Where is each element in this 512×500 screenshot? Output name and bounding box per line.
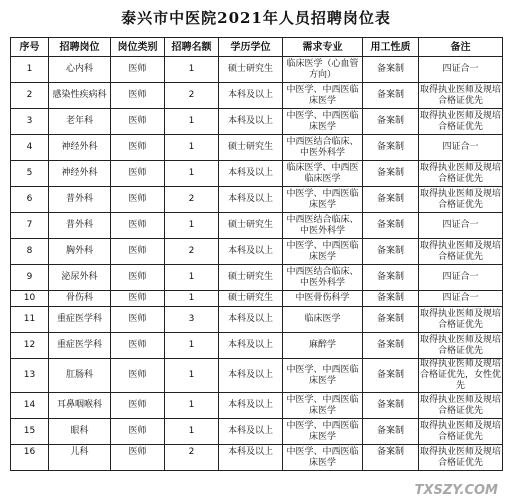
table-row [11,239,503,265]
cell-post: 神经外科 [49,161,111,187]
table-row [11,187,503,213]
cell-quota: 1 [165,109,219,135]
cell-no: 8 [11,239,49,265]
cell-quota: 2 [165,239,219,265]
cell-education: 本科及以上 [219,239,283,265]
cell-no: 2 [11,83,49,109]
cell-note: 取得执业医师及规培合格证优先 [419,419,503,445]
cell-category: 医师 [111,307,165,333]
cell-education: 本科及以上 [219,445,283,471]
cell-nature: 备案制 [363,187,419,213]
cell-major: 中西医结合临床、中医外科学 [283,213,363,239]
cell-no: 13 [11,359,49,393]
cell-post: 感染性疾病科 [49,83,111,109]
recruitment-table [10,37,503,471]
cell-category: 医师 [111,239,165,265]
cell-post: 普外科 [49,213,111,239]
cell-post: 神经外科 [49,135,111,161]
table-row [11,419,503,445]
cell-note: 取得执业医师及规培合格证优先 [419,333,503,359]
cell-education: 本科及以上 [219,359,283,393]
cell-education: 本科及以上 [219,109,283,135]
cell-post: 普外科 [49,187,111,213]
cell-nature: 备案制 [363,239,419,265]
cell-quota: 1 [165,161,219,187]
cell-major: 中西医结合临床、中医外科学 [283,265,363,291]
table-row [11,333,503,359]
cell-note: 取得执业医师及规培合格证优先 [419,161,503,187]
header-quota: 招聘名额 [165,38,219,57]
cell-quota: 1 [165,393,219,419]
cell-education: 本科及以上 [219,393,283,419]
cell-nature: 备案制 [363,419,419,445]
cell-quota: 2 [165,187,219,213]
table-row [11,109,503,135]
table-row [11,307,503,333]
table-header-row [11,38,503,57]
cell-major: 临床医学、中西医临床医学 [283,161,363,187]
cell-no: 15 [11,419,49,445]
cell-education: 本科及以上 [219,333,283,359]
table-row [11,393,503,419]
cell-note: 取得执业医师及规培合格证优先 [419,445,503,471]
cell-no: 3 [11,109,49,135]
cell-major: 中医学、中西医临床医学 [283,359,363,393]
cell-no: 1 [11,57,49,83]
cell-education: 本科及以上 [219,187,283,213]
cell-major: 临床医学（心血管方向） [283,57,363,83]
cell-category: 医师 [111,161,165,187]
cell-post: 泌尿外科 [49,265,111,291]
cell-nature: 备案制 [363,109,419,135]
cell-note: 取得执业医师及规培合格证优先 [419,187,503,213]
cell-quota: 1 [165,359,219,393]
cell-note: 四证合一 [419,135,503,161]
cell-nature: 备案制 [363,57,419,83]
cell-quota: 2 [165,445,219,471]
cell-nature: 备案制 [363,135,419,161]
cell-no: 7 [11,213,49,239]
cell-no: 12 [11,333,49,359]
cell-major: 中医学、中西医临床医学 [283,83,363,109]
cell-quota: 1 [165,135,219,161]
cell-quota: 1 [165,265,219,291]
table-row [11,265,503,291]
table-row [11,213,503,239]
cell-quota: 2 [165,83,219,109]
table-row [11,445,503,471]
cell-post: 老年科 [49,109,111,135]
cell-post: 儿科 [49,445,111,471]
cell-no: 6 [11,187,49,213]
cell-nature: 备案制 [363,333,419,359]
table-body [11,57,503,471]
table-row [11,57,503,83]
cell-no: 11 [11,307,49,333]
cell-note: 取得执业医师及规培合格证优先 [419,393,503,419]
cell-note: 取得执业医师及规培合格证优先，女性优先 [420,359,502,391]
cell-no: 9 [11,265,49,291]
cell-category: 医师 [111,213,165,239]
cell-category: 医师 [111,393,165,419]
header-major: 需求专业 [283,38,363,57]
cell-major: 中医骨伤科学 [283,291,363,307]
cell-post: 胸外科 [49,239,111,265]
cell-category: 医师 [111,109,165,135]
watermark: TXSZY.COM [414,483,498,498]
cell-category: 医师 [111,445,165,471]
table-row [11,161,503,187]
table-row [11,83,503,109]
cell-category: 医师 [111,187,165,213]
cell-nature: 备案制 [363,393,419,419]
cell-nature: 备案制 [363,291,419,307]
cell-education: 本科及以上 [219,419,283,445]
cell-no: 14 [11,393,49,419]
cell-major: 中医学、中西医临床医学 [283,393,363,419]
cell-major: 中医学、中西医临床医学 [283,419,363,445]
header-education: 学历学位 [219,38,283,57]
cell-education: 硕士研究生 [219,213,283,239]
cell-category: 医师 [111,135,165,161]
cell-nature: 备案制 [363,83,419,109]
cell-major: 中医学、中西医临床医学 [283,239,363,265]
cell-major: 临床医学 [283,307,363,333]
page-title: 泰兴市中医院2021年人员招聘岗位表 [121,9,391,27]
cell-nature: 备案制 [363,213,419,239]
cell-nature: 备案制 [363,265,419,291]
cell-category: 医师 [111,83,165,109]
cell-post: 重症医学科 [49,307,111,333]
cell-education: 本科及以上 [219,83,283,109]
cell-note: 四证合一 [419,57,503,83]
cell-major: 中医学、中西医临床医学 [283,445,363,471]
cell-quota: 1 [165,291,219,307]
cell-no: 4 [11,135,49,161]
cell-note: 四证合一 [419,213,503,239]
cell-category: 医师 [111,333,165,359]
cell-education: 硕士研究生 [219,291,283,307]
cell-category: 医师 [111,265,165,291]
cell-education: 硕士研究生 [219,57,283,83]
cell-note: 取得执业医师及规培合格证优先 [419,307,503,333]
cell-note: 取得执业医师及规培合格证优先 [419,109,503,135]
header-category: 岗位类别 [111,38,165,57]
cell-major: 中西医结合临床、中医外科学 [283,135,363,161]
cell-major: 麻醉学 [283,333,363,359]
table-row [11,135,503,161]
cell-quota: 1 [165,57,219,83]
cell-education: 硕士研究生 [219,135,283,161]
cell-no: 10 [11,291,49,307]
cell-post: 眼科 [49,419,111,445]
header-post: 招聘岗位 [49,38,111,57]
cell-quota: 1 [165,213,219,239]
cell-nature: 备案制 [363,161,419,187]
cell-category: 医师 [111,359,165,393]
cell-note: 四证合一 [419,265,503,291]
cell-note: 取得执业医师及规培合格证优先 [419,83,503,109]
cell-nature: 备案制 [363,307,419,333]
cell-no: 5 [11,161,49,187]
cell-note: 四证合一 [419,291,503,307]
cell-post: 重症医学科 [49,333,111,359]
cell-education: 本科及以上 [219,307,283,333]
cell-post: 肛肠科 [49,359,111,393]
cell-quota: 3 [165,307,219,333]
cell-category: 医师 [111,419,165,445]
cell-major: 中医学、中西医临床医学 [283,109,363,135]
table-row [11,359,503,393]
header-no: 序号 [11,38,49,57]
cell-education: 本科及以上 [219,161,283,187]
cell-quota: 1 [165,333,219,359]
cell-education: 硕士研究生 [219,265,283,291]
cell-post: 耳鼻咽喉科 [49,393,111,419]
cell-nature: 备案制 [363,445,419,471]
header-note: 备注 [419,38,503,57]
table-row [11,291,503,307]
cell-no: 16 [11,445,49,471]
cell-post: 骨伤科 [49,291,111,307]
cell-category: 医师 [111,291,165,307]
cell-major: 中医学、中西医临床医学 [283,187,363,213]
cell-category: 医师 [111,57,165,83]
cell-quota: 1 [165,419,219,445]
cell-note: 取得执业医师及规培合格证优先 [419,239,503,265]
cell-nature: 备案制 [363,359,419,393]
cell-post: 心内科 [49,57,111,83]
header-nature: 用工性质 [363,38,419,57]
